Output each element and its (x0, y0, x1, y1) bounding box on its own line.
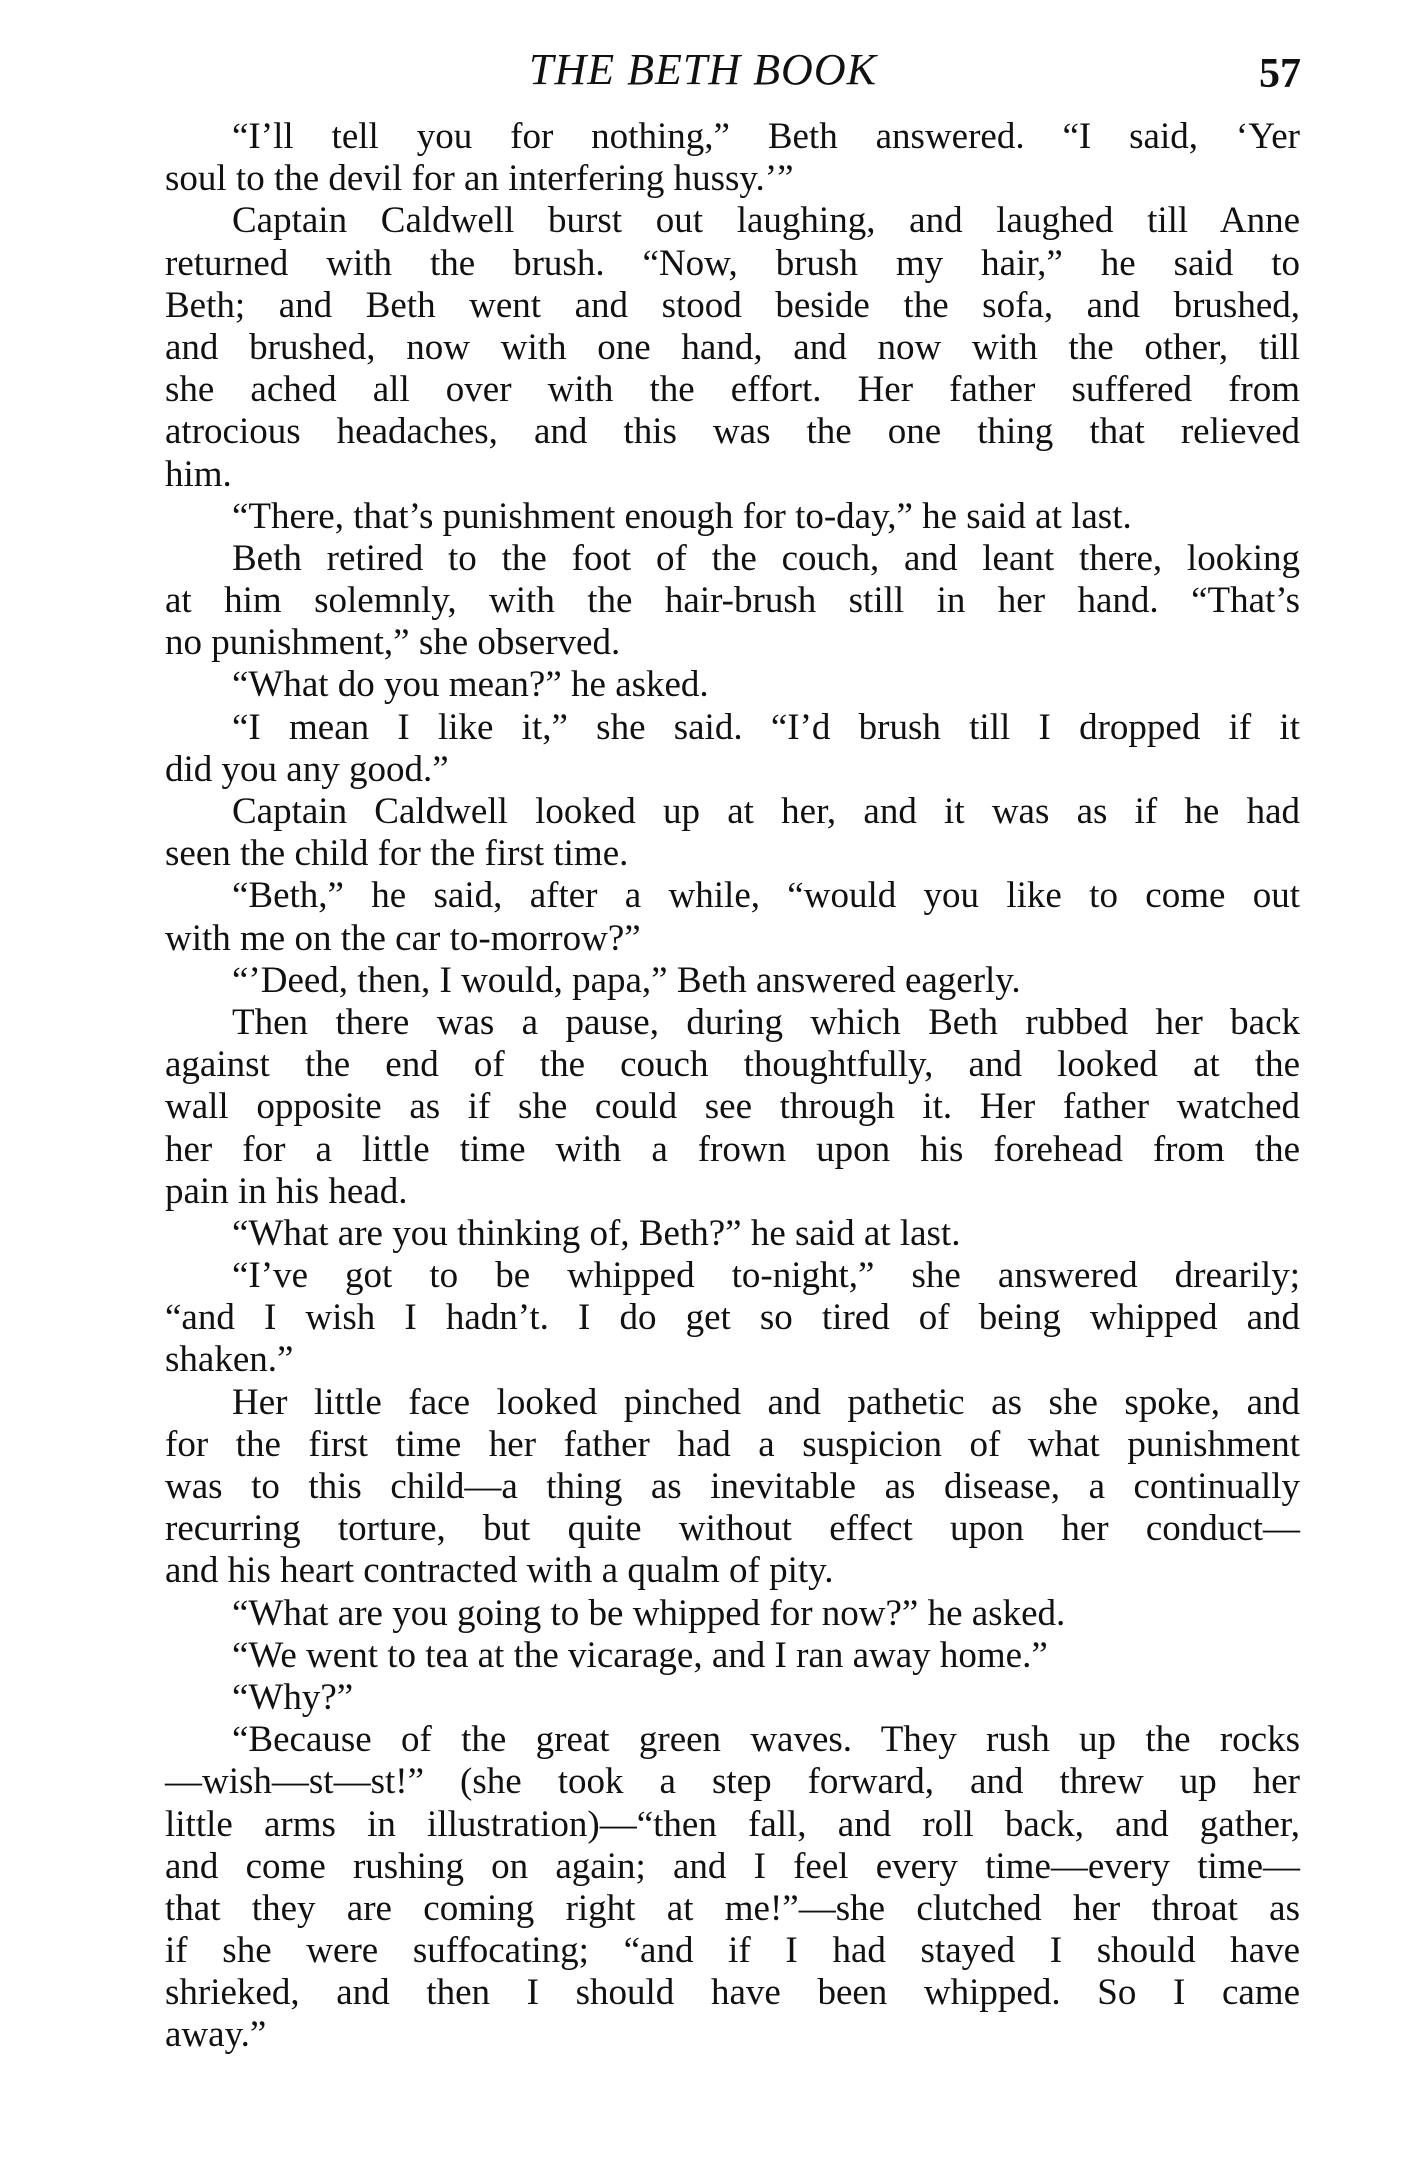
text-line: Beth retired to the foot of the couch, and leant there, looking (232, 537, 1300, 579)
page-number: 57 (1259, 51, 1301, 97)
text-line: Captain Caldwell looked up at her, and it was as if he had (232, 791, 1300, 832)
text-line: Captain Caldwell burst out laughing, and laughed till Anne (232, 200, 1300, 242)
text-line: little arms in illustration)—“then fall, and roll back, and gather, (165, 1803, 1300, 1845)
text-line: him. (165, 453, 232, 495)
text-line: “I’ll tell you for nothing,” Beth answered. “I said, ‘Yer (232, 116, 1300, 157)
text-line: shaken.” (165, 1339, 294, 1381)
text-line: “What are you going to be whipped for now?” he asked. (232, 1592, 1066, 1634)
text-line: shrieked, and then I should have been whipped. So I came (165, 1972, 1300, 2014)
text-line: “I mean I like it,” she said. “I’d brush till I dropped if it (232, 706, 1300, 748)
text-line: “Beth,” he said, after a while, “would you like to come out (232, 875, 1300, 917)
text-line: and come rushing on again; and I feel every time—every time— (165, 1845, 1300, 1887)
running-header (0, 40, 1406, 100)
text-line: wall opposite as if she could see through it. Her father watched (165, 1086, 1300, 1128)
text-line: no punishment,” she observed. (165, 622, 621, 664)
text-line: with me on the car to-morrow?” (165, 917, 641, 959)
text-line: she ached all over with the effort. Her father suffered from (165, 369, 1300, 411)
text-line: Her little face looked pinched and pathetic as she spoke, and (232, 1381, 1300, 1423)
text-line: —wish—st—st!” (she took a step forward, and threw up her (165, 1761, 1300, 1803)
text-line: was to this child—a thing as inevitable as disease, a continually (165, 1466, 1300, 1507)
text-line: soul to the devil for an interfering hussy.’” (165, 158, 794, 200)
text-line: atrocious headaches, and this was the one thing that relieved (165, 411, 1300, 453)
text-line: her for a little time with a frown upon his forehead from the (165, 1128, 1300, 1170)
text-line: against the end of the couch thoughtfully, and looked at the (165, 1044, 1300, 1086)
text-line: returned with the brush. “Now, brush my hair,” he said to (165, 242, 1300, 284)
text-line: if she were suffocating; “and if I had stayed I should have (165, 1930, 1300, 1972)
text-line: “Because of the great green waves. They rush up the rocks (232, 1719, 1300, 1761)
text-line: pain in his head. (165, 1170, 408, 1212)
text-line: Beth; and Beth went and stood beside the sofa, and brushed, (165, 284, 1300, 326)
text-line: “’Deed, then, I would, papa,” Beth answered eagerly. (232, 959, 1021, 1001)
text-line: did you any good.” (165, 748, 449, 790)
text-line: for the first time her father had a suspicion of what punishment (165, 1423, 1300, 1465)
text-line: that they are coming right at me!”—she clutched her throat as (165, 1887, 1300, 1929)
body-text (165, 116, 1300, 2057)
text-line: “and I wish I hadn’t. I do get so tired of being whipped and (165, 1297, 1300, 1339)
text-line: away.” (165, 2014, 267, 2056)
text-line: at him solemnly, with the hair-brush still in her hand. “That’s (165, 580, 1300, 622)
text-line: “Why?” (232, 1676, 354, 1718)
running-title: THE BETH BOOK (529, 45, 877, 94)
text-line: seen the child for the first time. (165, 833, 629, 875)
text-line: “There, that’s punishment enough for to-day,” he said at last. (232, 495, 1132, 537)
text-line: “What are you thinking of, Beth?” he said at last. (232, 1212, 961, 1254)
text-line: “We went to tea at the vicarage, and I ran away home.” (232, 1634, 1048, 1676)
text-line: “What do you mean?” he asked. (232, 664, 709, 706)
text-line: and his heart contracted with a qualm of pity. (165, 1550, 834, 1592)
text-line: Then there was a pause, during which Beth rubbed her back (232, 1001, 1300, 1043)
text-line: and brushed, now with one hand, and now with the other, till (165, 326, 1300, 368)
text-line: “I’ve got to be whipped to-night,” she answered drearily; (232, 1255, 1300, 1297)
text-line: recurring torture, but quite without effect upon her conduct— (165, 1508, 1300, 1550)
